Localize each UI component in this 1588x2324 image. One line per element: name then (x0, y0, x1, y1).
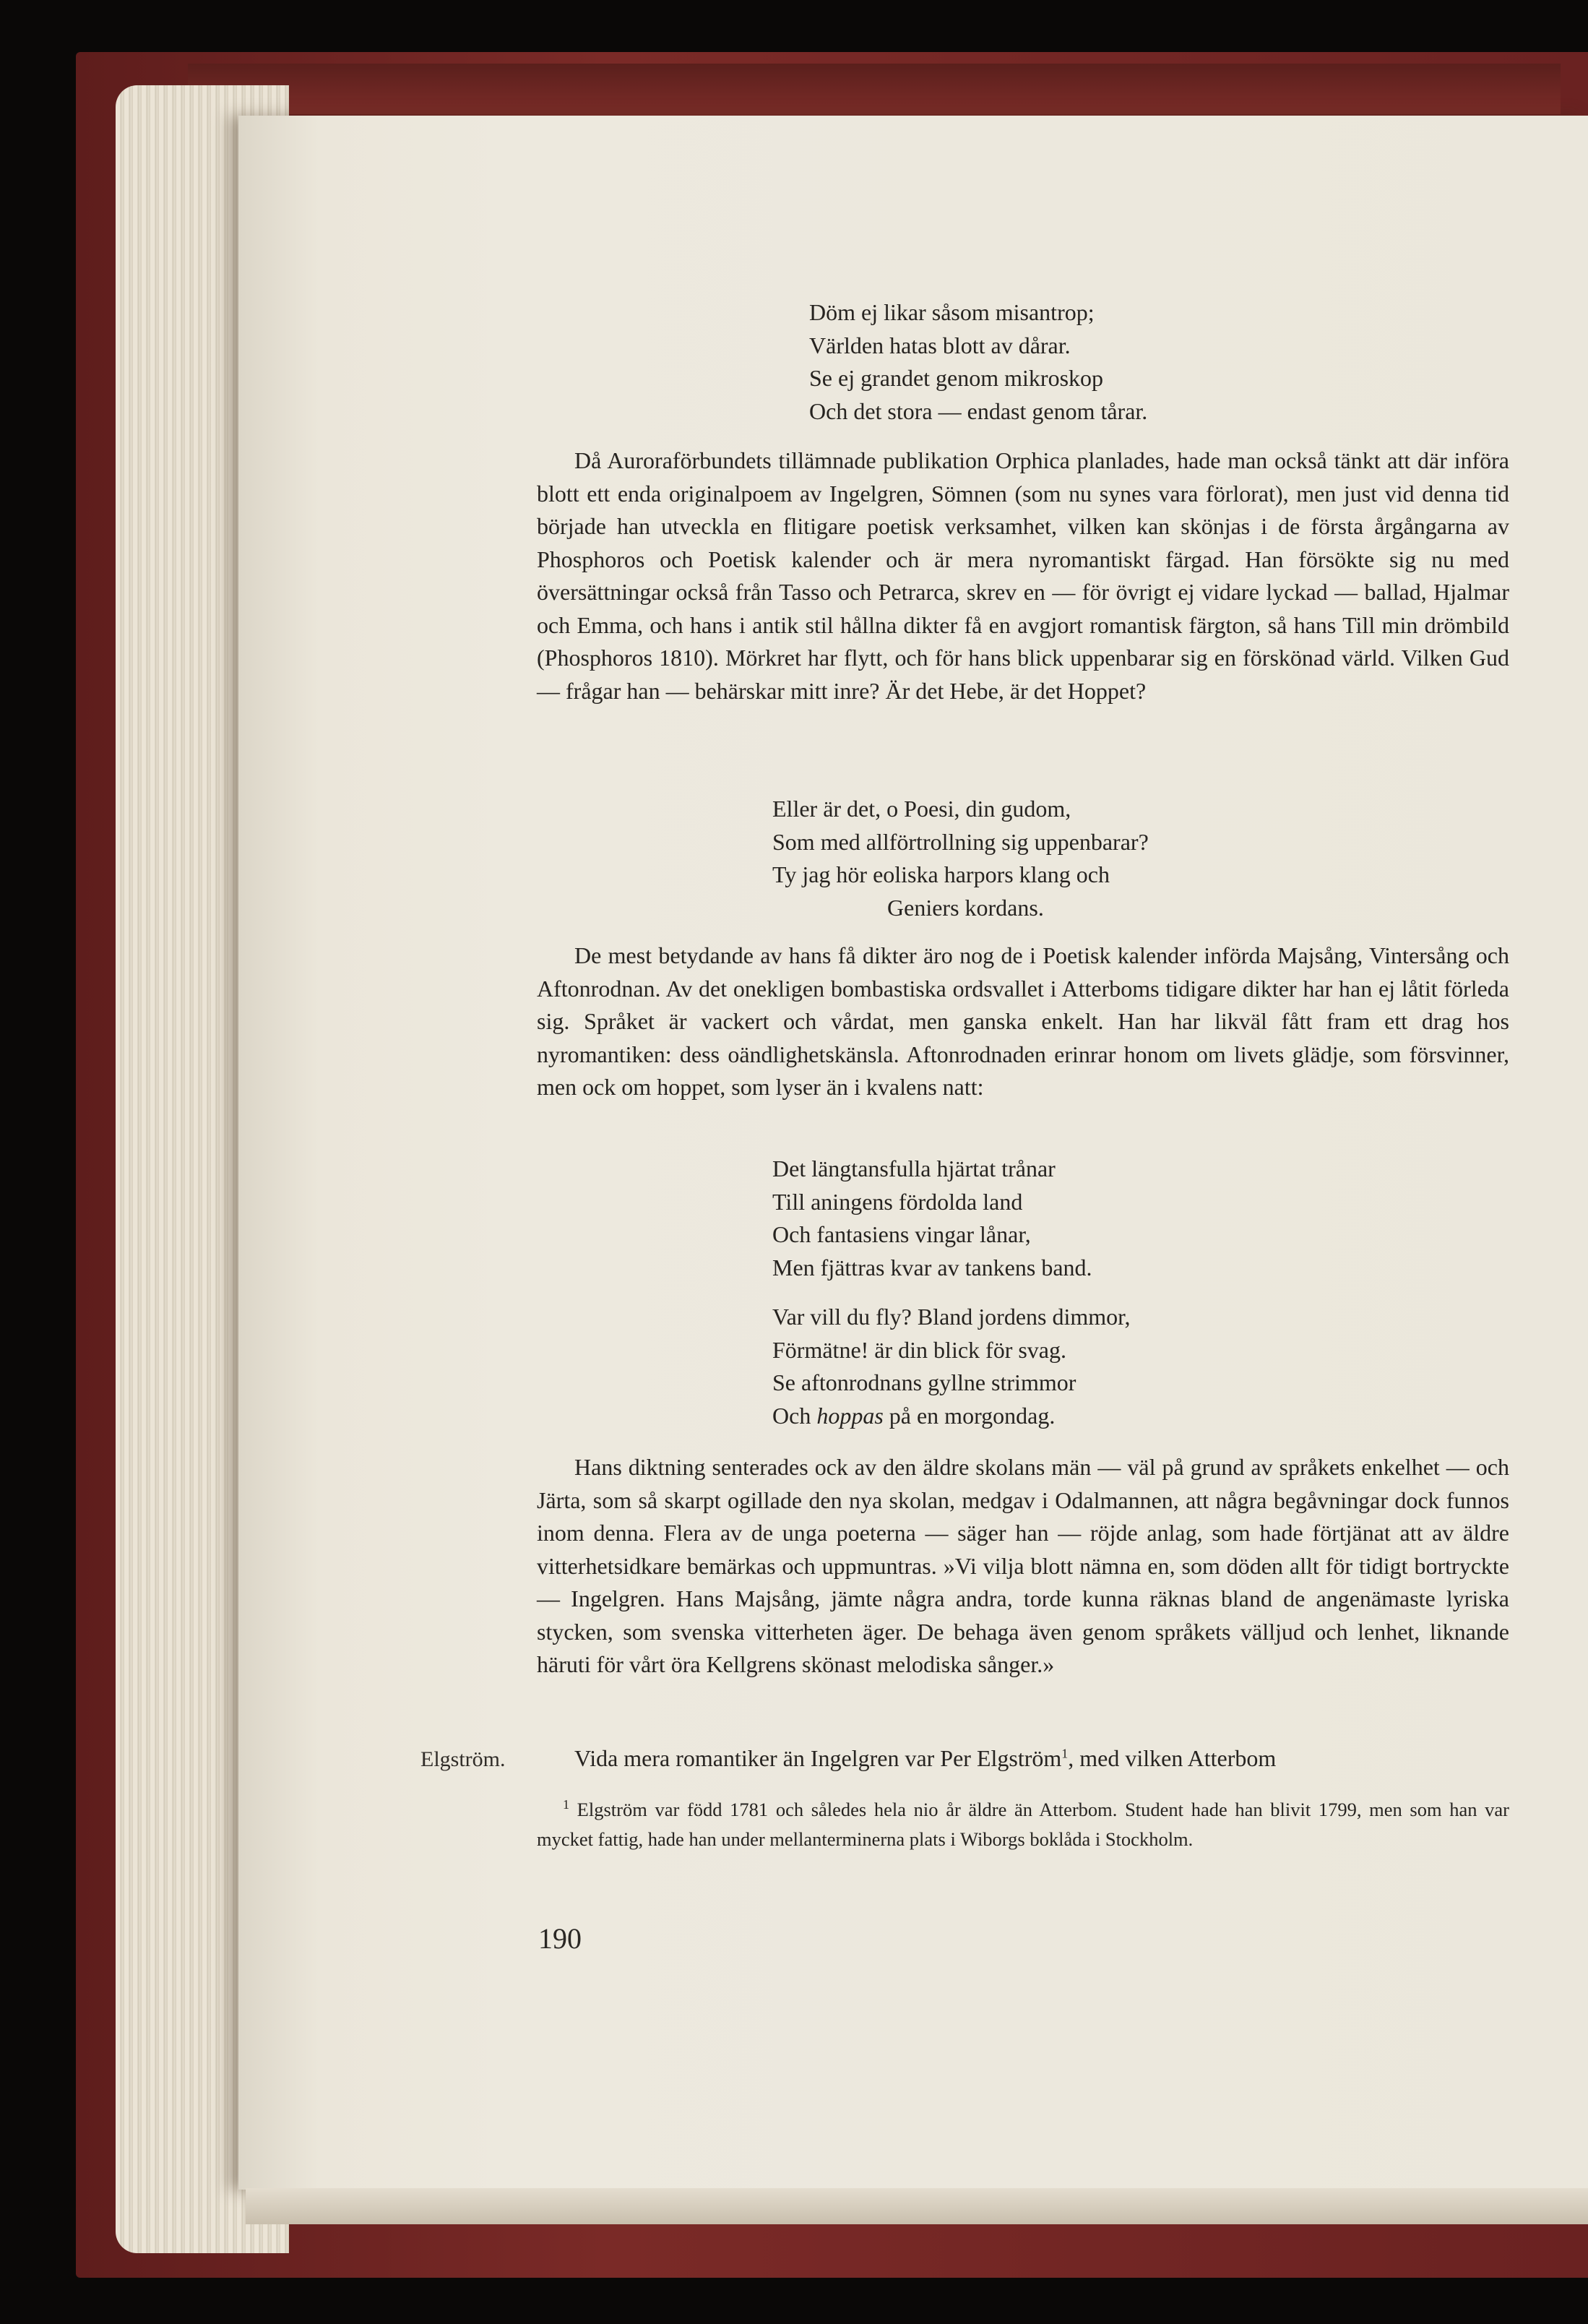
page-number: 190 (538, 1922, 582, 1955)
verse-line: Till aningens fördolda land (772, 1188, 1023, 1215)
verse-stanza (772, 1153, 1092, 1284)
footnote-ref: 1 (1061, 1746, 1069, 1761)
verse-line: Ty jag hör eoliska harpors klang och (772, 861, 1110, 887)
verse-line: Det längtansfulla hjärtat trånar (772, 1155, 1056, 1182)
verse-line: Döm ej likar såsom misantrop; (809, 299, 1095, 325)
verse-stanza (772, 1301, 1131, 1432)
verse-line: Se aftonrodnans gyllne strimmor (772, 1369, 1076, 1395)
page-bottom-edge (246, 2188, 1588, 2224)
paragraph-text-end: , med vilken Atterbom (1068, 1745, 1277, 1771)
verse-line: Och det stora — endast genom tårar. (809, 397, 1148, 424)
verse-text: på en morgondag. (883, 1402, 1056, 1429)
verse-line: Förmätne! är din blick för svag. (772, 1336, 1066, 1363)
body-paragraph (537, 1451, 1509, 1682)
verse-line: Var vill du fly? Bland jordens dimmor, (772, 1304, 1131, 1330)
footnote-mark: 1 (563, 1797, 569, 1812)
body-paragraph (537, 939, 1509, 1104)
verse-line: Se ej grandet genom mikroskop (809, 365, 1104, 391)
paragraph-text-start: Vida mera romantiker än Ingelgren var Per Elgström (574, 1745, 1062, 1771)
verse-line: Men fjättras kvar av tankens band. (772, 1254, 1092, 1281)
paragraph-text: De mest betydande av hans få dikter äro nog de i Poetisk kalender införda Majsång, Vintersång och Aftonrodnan. Av det onekligen bombastiska ordsvallet i Atterboms tidigare dikter har han ej låtit förleda sig. Språket är vackert och vårdat, men ganska enkelt. Han har likväl fått fram ett drag hos nyromantiken: dess oändlighetskänsla. Aftonrodnaden erinrar honom om livets glädje, som försvinner, men ock om hoppet, som lyser än i kvalens natt: (537, 942, 1509, 1100)
verse-line: Eller är det, o Poesi, din gudom, (772, 796, 1071, 822)
verse-line: Och fantasiens vingar lånar, (772, 1221, 1031, 1247)
body-paragraph (537, 444, 1509, 707)
footnote-text (537, 1795, 1509, 1854)
footnote (537, 1795, 1509, 1854)
verse-line: Som med allförtrollning sig uppenbarar? (772, 828, 1149, 855)
verse-line: Geniers kordans. (887, 894, 1044, 921)
margin-note: Elgström. (420, 1747, 506, 1771)
paragraph-text: Då Auroraförbundets tillämnade publikation Orphica planlades, hade man också tänkt att där införa blott ett enda originalpoem av Ingelgren, Sömnen (som nu synes vara förlorat), men just vid denna tid började han utveckla en flitigare poetisk verksamhet, vilken kan skönjas i de första årgångarna av Phosphoros och Poetisk kalender och är mera nyromantiskt färgad. Han försökte sig nu med översättningar också från Tasso och Petrarca, skrev en — för övrigt ej vidare lyckad — ballad, Hjalmar och Emma, och hans i antik stil hållna dikter få en avgjort romantisk färgton, så hans Till min drömbild (Phosphoros 1810). Mörkret har flytt, och för hans blick uppenbarar sig en förskönad värld. Vilken Gud — frågar han — behärskar mitt inre? Är det Hebe, är det Hoppet? (537, 447, 1509, 704)
italic-word: hoppas (816, 1402, 884, 1429)
verse-line: Världen hatas blott av dårar. (809, 332, 1071, 358)
verse-text: Och (772, 1402, 817, 1429)
verse-stanza (809, 296, 1147, 428)
verse-stanza (772, 793, 1149, 924)
book-cover-top (188, 64, 1561, 114)
body-paragraph (537, 1742, 1509, 1776)
paragraph-text (537, 1742, 1509, 1776)
verse-line (772, 1400, 1131, 1433)
footnote-body: Elgström var född 1781 och således hela nio år äldre än Atterbom. Student hade han blivit 1799, men som han var mycket fattig, hade han under mellanterminerna plats i Wiborgs boklåda i Stockholm. (537, 1799, 1509, 1850)
paragraph-text: Hans diktning senterades ock av den äldre skolans män — väl på grund av språkets enkelhet — och Järta, som så skarpt ogillade den nya skolan, medgav i Odalmannen, att några begåvningar dock funnos inom denna. Flera av de unga poeterna — säger han — röjde anlag, som hade förtjänat att av äldre vitterhetsidkare bemärkas och uppmuntras. »Vi vilja blott nämna en, som döden allt för tidigt bortryckte — Ingelgren. Hans Majsång, jämte några andra, torde kunna räknas bland de angenämaste lyriska stycken, som svenska vitterheten äger. De behaga även genom språkets välljud och lenhet, liknande häruti för vårt öra Kellgrens skönast melodiska sånger.» (537, 1454, 1509, 1677)
